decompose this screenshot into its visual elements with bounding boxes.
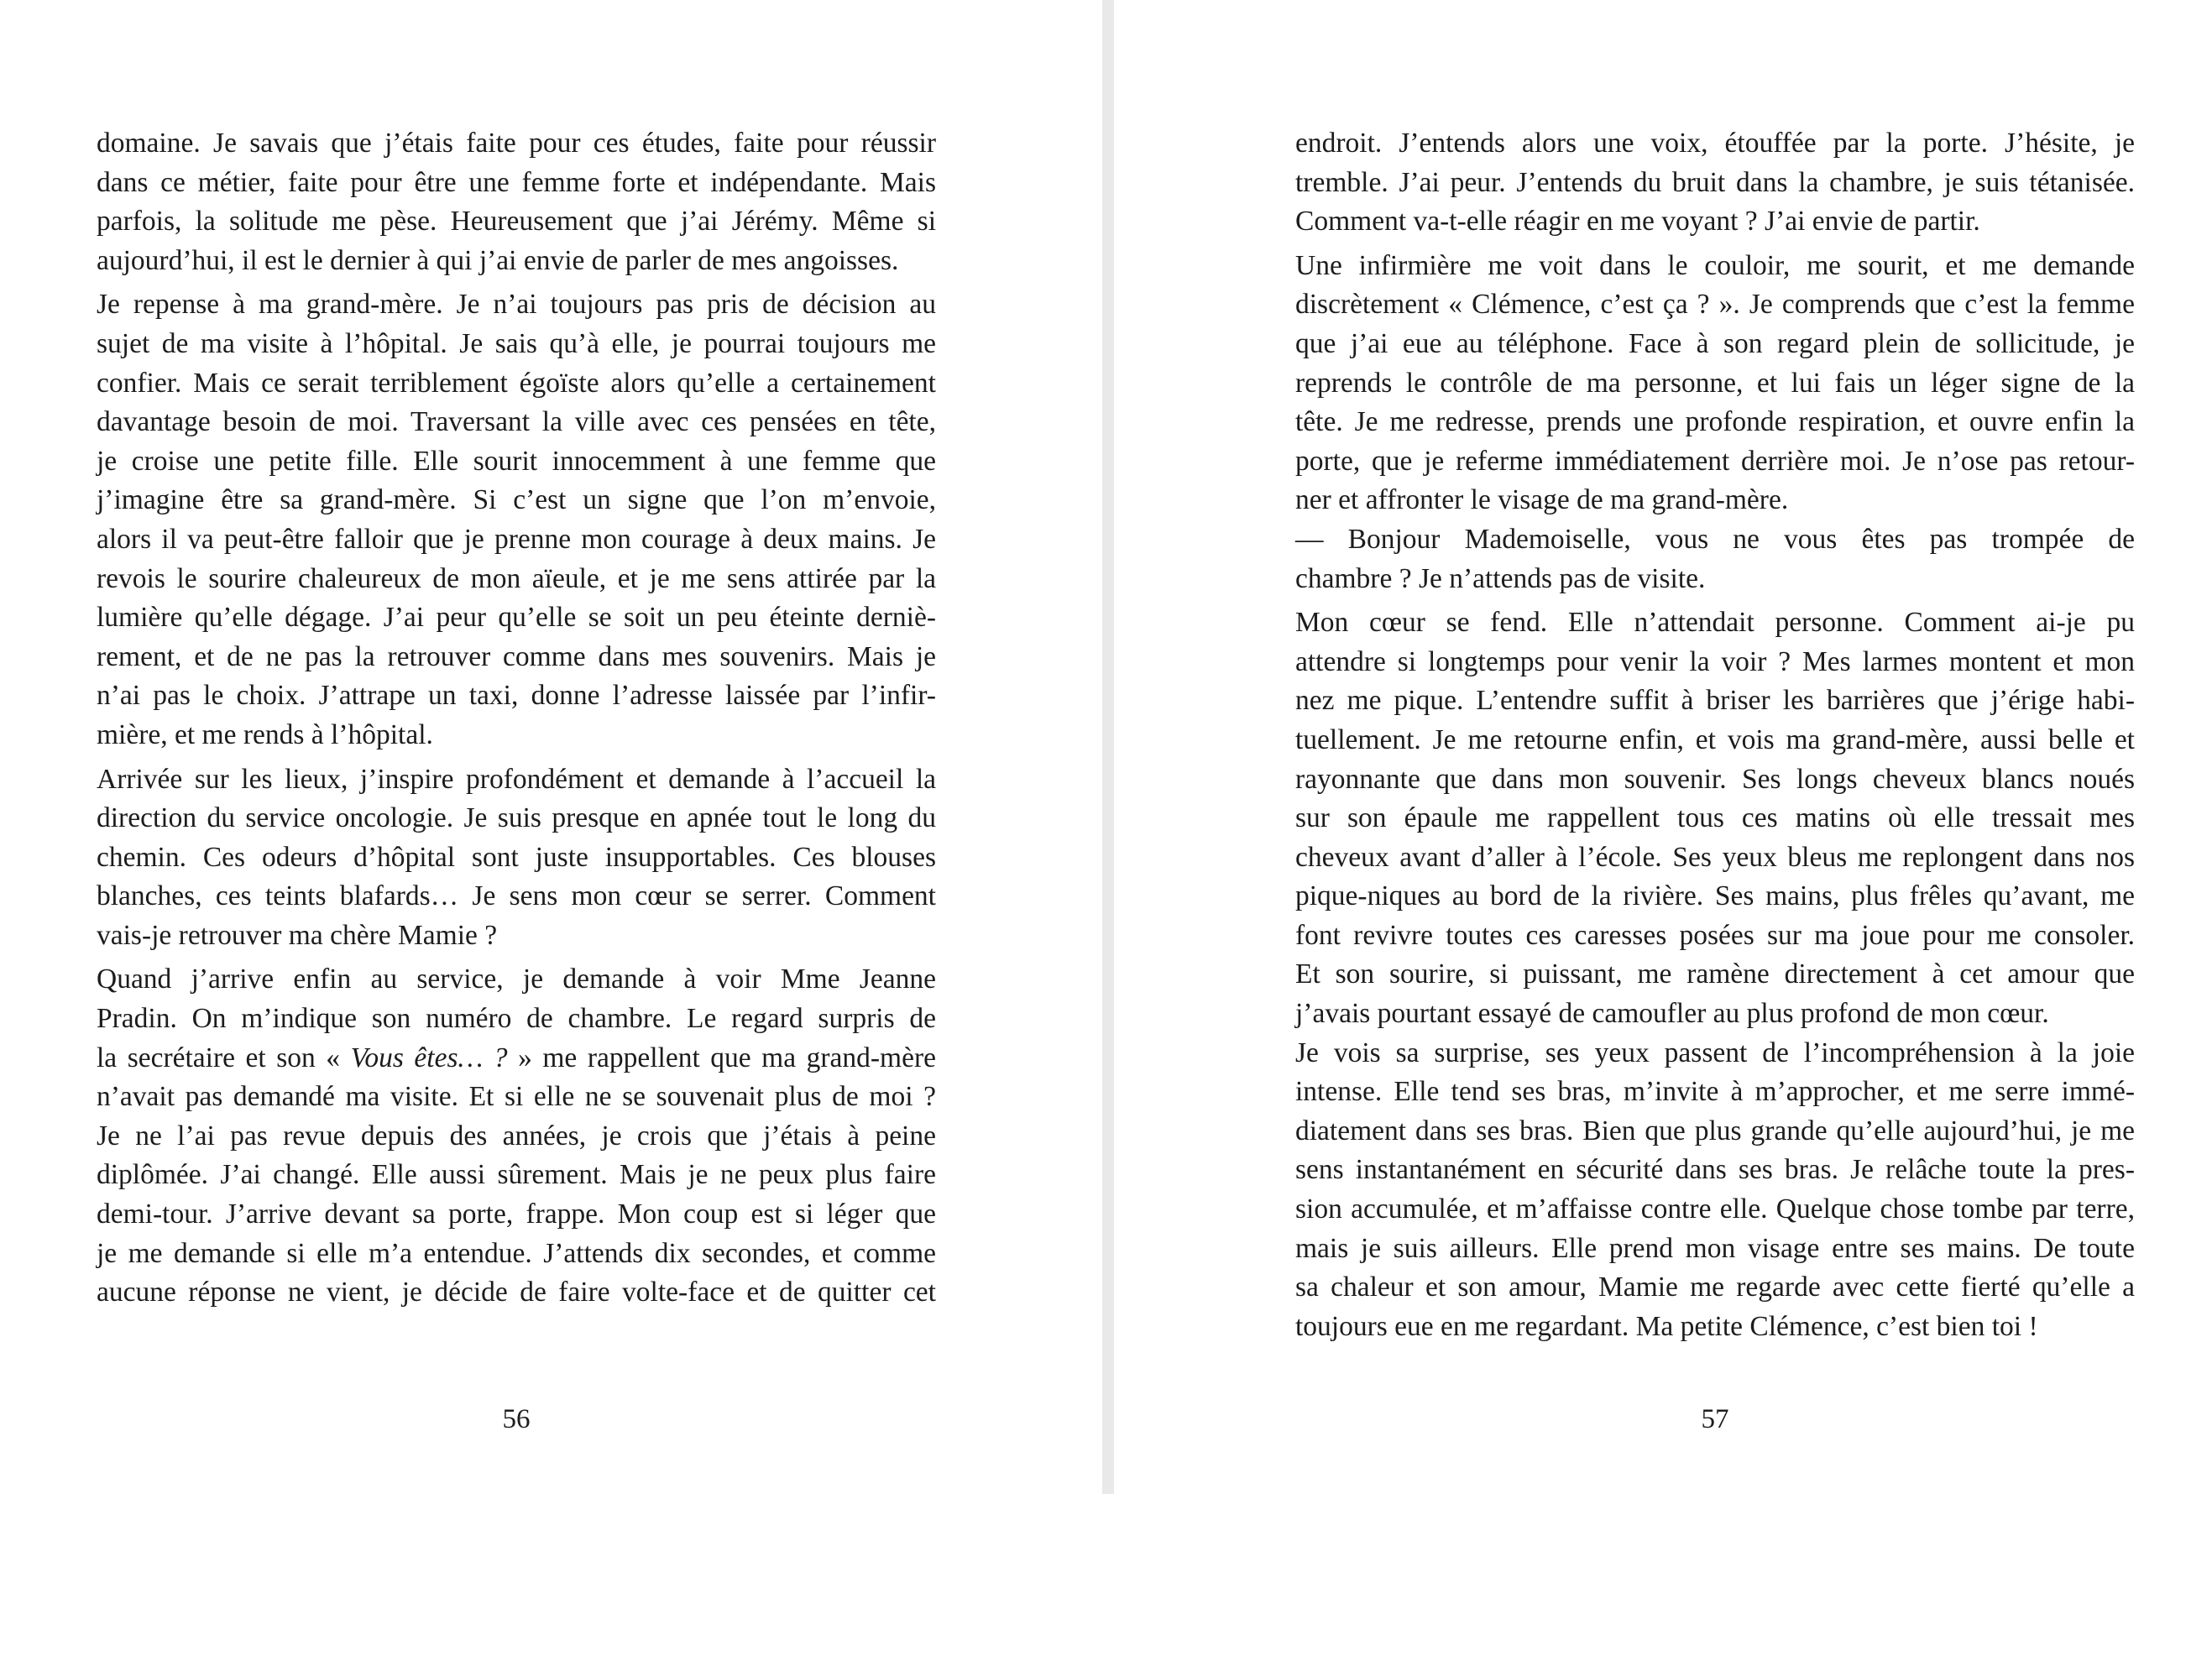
text-line: pique-niques au bord de la rivière. Ses mains, plus frêles qu’avant, me <box>1295 880 2135 912</box>
text-line: Une infirmière me voit dans le couloir, me sourit, et me demande <box>1295 249 2135 281</box>
text-line: reprends le contrôle de ma personne, et lui fais un léger signe de la <box>1295 367 2135 399</box>
paragraph <box>97 760 936 956</box>
text-line: parfois, la solitude me pèse. Heureusement que j’ai Jérémy. Même si <box>97 206 936 238</box>
text-line: Comment va-t-elle réagir en me voyant ? J’ai envie de partir. <box>1295 206 1980 238</box>
text-line: Arrivée sur les lieux, j’inspire profondément et demande à l’accueil la <box>97 763 936 795</box>
paragraph <box>1295 1034 2135 1347</box>
book-gutter <box>1102 0 1114 1494</box>
text-line: Je repense à ma grand-mère. Je n’ai toujours pas pris de décision au <box>97 289 936 321</box>
text-line: dans ce métier, faite pour être une femme forte et indépendante. Mais <box>97 166 936 198</box>
text-line-with-italic <box>97 1039 936 1078</box>
text-line: cheveux avant d’aller à l’école. Ses yeux bleus me replongent dans nos <box>1295 841 2135 873</box>
text-fragment: la secrétaire et son « <box>97 1042 351 1073</box>
text-line: tremble. J’ai peur. J’entends du bruit dans la chambre, je suis tétanisée. <box>1295 166 2135 198</box>
text-line: Quand j’arrive enfin au service, je demande à voir Mme Jeanne <box>97 964 936 995</box>
text-line: davantage besoin de moi. Traversant la ville avec ces pensées en tête, <box>97 406 936 438</box>
text-line: tuellement. Je me retourne enfin, et vois ma grand-mère, aussi belle et <box>1295 723 2135 755</box>
text-line: je me demande si elle m’a entendue. J’attends dix secondes, et comme <box>97 1237 936 1269</box>
text-line: Je vois sa surprise, ses yeux passent de l’incompréhension à la joie <box>1295 1037 2135 1068</box>
paragraph <box>1295 247 2135 520</box>
text-line: n’avait pas demandé ma visite. Et si elle ne se souvenait plus de moi ? <box>97 1081 936 1113</box>
text-line: — Bonjour Mademoiselle, vous ne vous êtes pas trompée de <box>1295 523 2135 555</box>
text-line: n’ai pas le choix. J’attrape un taxi, donne l’adresse laissée par l’infir- <box>97 680 936 712</box>
page-number: 57 <box>1701 1404 1729 1434</box>
paragraph <box>97 285 936 755</box>
text-line: chemin. Ces odeurs d’hôpital sont juste insupportables. Ces blouses <box>97 841 936 873</box>
paragraph <box>97 960 936 1312</box>
text-line: blanches, ces teints blafards… Je sens mon cœur se serrer. Comment <box>97 880 936 912</box>
paragraph <box>1295 603 2135 1034</box>
text-line: sens instantanément en sécurité dans ses bras. Je relâche toute la pres- <box>1295 1154 2135 1186</box>
text-line: direction du service oncologie. Je suis presque en apnée tout le long du <box>97 802 936 834</box>
italic-quote: Vous êtes… ? <box>350 1042 508 1073</box>
text-line: Mon cœur se fend. Elle n’attendait personne. Comment ai-je pu <box>1295 607 2135 639</box>
text-line: sa chaleur et son amour, Mamie me regarde avec cette fierté qu’elle a <box>1295 1272 2135 1303</box>
text-fragment: » me rappellent que ma grand-mère <box>507 1042 937 1073</box>
text-line: j’avais pourtant essayé de camoufler au plus profond de mon cœur. <box>1295 998 2049 1030</box>
text-line: diplômée. J’ai changé. Elle aussi sûrement. Mais je ne peux plus faire <box>97 1159 936 1191</box>
text-line: Je ne l’ai pas revue depuis des années, je crois que j’étais à peine <box>97 1120 936 1152</box>
text-line: je croise une petite fille. Elle sourit innocemment à une femme que <box>97 445 936 477</box>
text-line: sujet de ma visite à l’hôpital. Je sais qu’à elle, je pourrai toujours me <box>97 327 936 359</box>
left-page-text <box>97 124 936 1318</box>
text-line: lumière qu’elle dégage. J’ai peur qu’elle se soit un peu éteinte derniè- <box>97 602 936 634</box>
text-line: sion accumulée, et m’affaisse contre elle. Quelque chose tombe par terre, <box>1295 1193 2135 1225</box>
text-line: aucune réponse ne vient, je décide de faire volte-face et de quitter cet <box>97 1277 936 1308</box>
text-line: diatement dans ses bras. Bien que plus grande qu’elle aujourd’hui, je me <box>1295 1115 2135 1146</box>
text-line: intense. Elle tend ses bras, m’invite à m’approcher, et me serre immé- <box>1295 1076 2135 1108</box>
text-line: Pradin. On m’indique son numéro de chambre. Le regard surpris de <box>97 1003 936 1035</box>
text-line: Et son sourire, si puissant, me ramène directement à cet amour que <box>1295 958 2135 990</box>
text-line: alors il va peut-être falloir que je prenne mon courage à deux mains. Je <box>97 523 936 555</box>
text-line: mais je suis ailleurs. Elle prend mon visage entre ses mains. De toute <box>1295 1232 2135 1264</box>
text-line: chambre ? Je n’attends pas de visite. <box>1295 562 1706 594</box>
paragraph <box>1295 124 2135 242</box>
right-page-text <box>1295 124 2135 1351</box>
text-line: vais-je retrouver ma chère Mamie ? <box>97 919 498 951</box>
text-line: nez me pique. L’entendre suffit à briser les barrières que j’érige habi- <box>1295 685 2135 717</box>
text-line: demi-tour. J’arrive devant sa porte, frappe. Mon coup est si léger que <box>97 1199 936 1230</box>
page-number: 56 <box>502 1404 531 1434</box>
text-line: domaine. Je savais que j’étais faite pour ces études, faite pour réussir <box>97 128 936 159</box>
text-line: rement, et de ne pas la retrouver comme dans mes souvenirs. Mais je <box>97 640 936 672</box>
text-line: j’imagine être sa grand-mère. Si c’est un signe que l’on m’envoie, <box>97 484 936 516</box>
dialogue-paragraph <box>1295 520 2135 598</box>
text-line: font revivre toutes ces caresses posées sur ma joue pour me consoler. <box>1295 919 2135 951</box>
text-line: aujourd’hui, il est le dernier à qui j’ai envie de parler de mes angoisses. <box>97 244 899 276</box>
text-line: sur son épaule me rappellent tous ces matins où elle tressait mes <box>1295 802 2135 834</box>
paragraph <box>97 124 936 280</box>
text-line: revois le sourire chaleureux de mon aïeule, et je me sens attirée par la <box>97 562 936 594</box>
text-line: confier. Mais ce serait terriblement égoïste alors qu’elle a certainement <box>97 367 936 399</box>
text-line: toujours eue en me regardant. Ma petite Clémence, c’est bien toi ! <box>1295 1310 2038 1342</box>
text-line: mière, et me rends à l’hôpital. <box>97 718 433 750</box>
text-line: ner et affronter le visage de ma grand-mère. <box>1295 484 1789 516</box>
text-line: discrètement « Clémence, c’est ça ? ». Je comprends que c’est la femme <box>1295 289 2135 321</box>
text-line: attendre si longtemps pour venir la voir ? Mes larmes montent et mon <box>1295 645 2135 677</box>
text-line: endroit. J’entends alors une voix, étouffée par la porte. J’hésite, je <box>1295 128 2135 159</box>
text-line: que j’ai eue au téléphone. Face à son regard plein de sollicitude, je <box>1295 327 2135 359</box>
text-line: porte, que je referme immédiatement derrière moi. Je n’ose pas retour- <box>1295 445 2135 477</box>
text-line: tête. Je me redresse, prends une profonde respiration, et ouvre enfin la <box>1295 406 2135 438</box>
text-line: rayonnante que dans mon souvenir. Ses longs cheveux blancs noués <box>1295 763 2135 795</box>
